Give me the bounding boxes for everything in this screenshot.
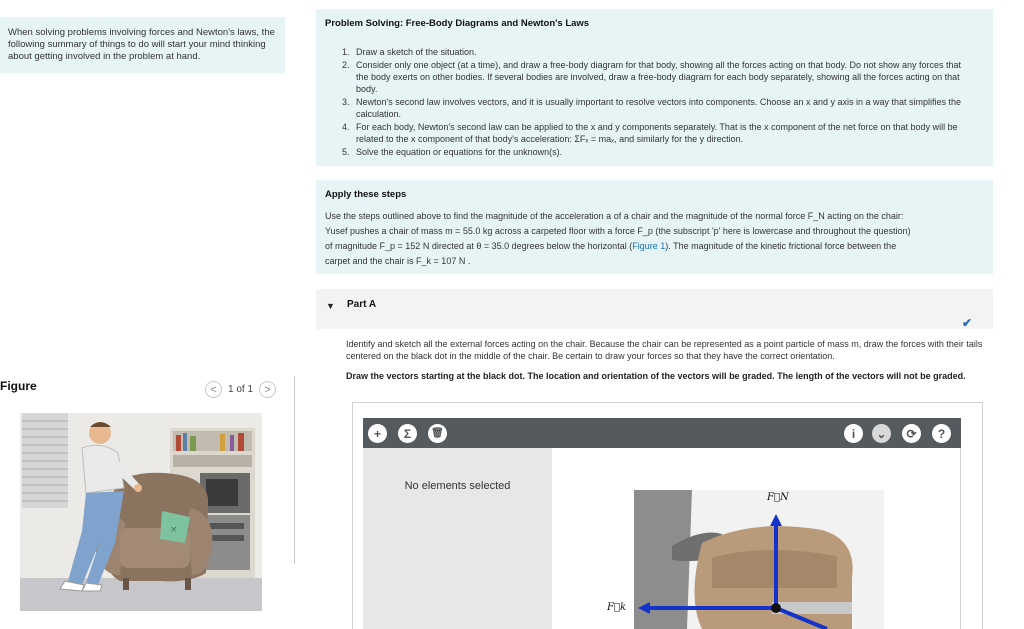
next-figure-button[interactable]: >: [259, 381, 276, 398]
step-text: Newton's second law involves vectors, and it is usually important to resolve vectors into components. Choose an x and y axis in a way that simplifies the calculation.: [356, 97, 962, 119]
intro-panel: [0, 17, 285, 73]
steps-list: [342, 46, 962, 159]
apply-steps-panel: [316, 180, 993, 274]
checkmark-icon: ✔: [962, 316, 973, 330]
step-number: 3.: [342, 97, 350, 107]
figure-illustration[interactable]: [20, 413, 262, 611]
figure-pager: [205, 381, 276, 398]
center-dot[interactable]: [771, 603, 781, 613]
step-item: [342, 46, 962, 58]
step-text: Consider only one object (at a time), and draw a free-body diagram for that body, showing all the forces acting on that body. Do not show any forces that the body exerts on other bodies. If several bodies are involved, draw a free-body diagram for each body separately, showing all the forces acting on that body.: [356, 60, 961, 94]
apply-line-4: carpet and the chair is F_k = 107 N .: [325, 256, 471, 266]
part-a-instructions: Identify and sketch all the external forces acting on the chair. Because the chair can be represented as a point particle of mass m, draw the forces with their tails centered on the black dot in the middle of the chair. Be certain to draw your forces so that they have the correct orientation.: [346, 339, 983, 361]
apply-line-3b: ). The magnitude of the kinetic frictional force between the: [665, 241, 897, 251]
chevron-down-icon[interactable]: ⌄: [872, 424, 891, 443]
reset-icon[interactable]: ⟳: [902, 424, 921, 443]
part-a-title: Part A: [347, 299, 377, 310]
figure-heading: Figure: [0, 379, 37, 393]
step-number: 5.: [342, 147, 350, 157]
apply-title: Apply these steps: [325, 189, 407, 200]
column-divider: [294, 376, 295, 564]
step-item: [342, 121, 962, 145]
apply-line-2: Yusef pushes a chair of mass m = 55.0 kg across a carpeted floor with a force F_p (the subscript 'p' here is lowercase and throughout the question): [325, 226, 911, 236]
no-elements-text: No elements selected: [404, 480, 511, 492]
part-a-header[interactable]: [316, 289, 993, 329]
apply-text: [325, 209, 975, 269]
step-text: Draw a sketch of the situation.: [356, 47, 477, 57]
prev-figure-button[interactable]: <: [205, 381, 222, 398]
add-vector-icon[interactable]: +: [368, 424, 387, 443]
step-text: Solve the equation or equations for the unknown(s).: [356, 147, 563, 157]
draw-vectors-note: Draw the vectors starting at the black dot. The location and orientation of the vectors will be graded. The length of the vectors will not be graded.: [346, 371, 966, 381]
svg-text:×: ×: [170, 525, 178, 535]
collapse-arrow-icon[interactable]: ▼: [326, 301, 335, 311]
tool-toolbar: [363, 418, 961, 448]
intro-text: When solving problems involving forces and Newton's laws, the following summary of things to do will start your mind thinking about getting involved in the problem at hand.: [8, 27, 275, 62]
problem-solving-title: Problem Solving: Free-Body Diagrams and Newton's Laws: [325, 18, 590, 29]
figure-1-link[interactable]: Figure 1: [632, 241, 666, 251]
problem-solving-panel: [316, 9, 993, 166]
step-number: 4.: [342, 122, 350, 132]
step-item: [342, 59, 962, 95]
step-number: 1.: [342, 47, 350, 57]
pager-count: 1 of 1: [228, 384, 254, 395]
apply-line-3: [325, 239, 975, 254]
step-number: 2.: [342, 60, 350, 70]
trash-icon[interactable]: 🗑: [428, 424, 447, 443]
normal-force-label: F⃗N: [767, 492, 789, 503]
apply-line-1: Use the steps outlined above to find the magnitude of the acceleration a of a chair and the magnitude of the normal force F_N acting on the chair:: [325, 211, 904, 221]
step-text: For each body, Newton's second law can be applied to the x and y components separately. That is the x component of the net force on that body will be related to the x component of that body's acceleration: ΣFₓ = maₓ, and similarly for the y direction.: [356, 122, 958, 144]
help-icon[interactable]: ?: [932, 424, 951, 443]
drawing-canvas[interactable]: [552, 448, 961, 629]
info-icon[interactable]: i: [844, 424, 863, 443]
step-item: [342, 146, 962, 158]
apply-line-3a: of magnitude F_p = 152 N directed at θ = 35.0 degrees below the horizontal (: [325, 241, 633, 251]
friction-force-label: F⃗k: [607, 602, 626, 613]
selection-panel: [363, 448, 552, 629]
sum-vectors-icon[interactable]: Σ: [398, 424, 417, 443]
step-item: [342, 96, 962, 120]
